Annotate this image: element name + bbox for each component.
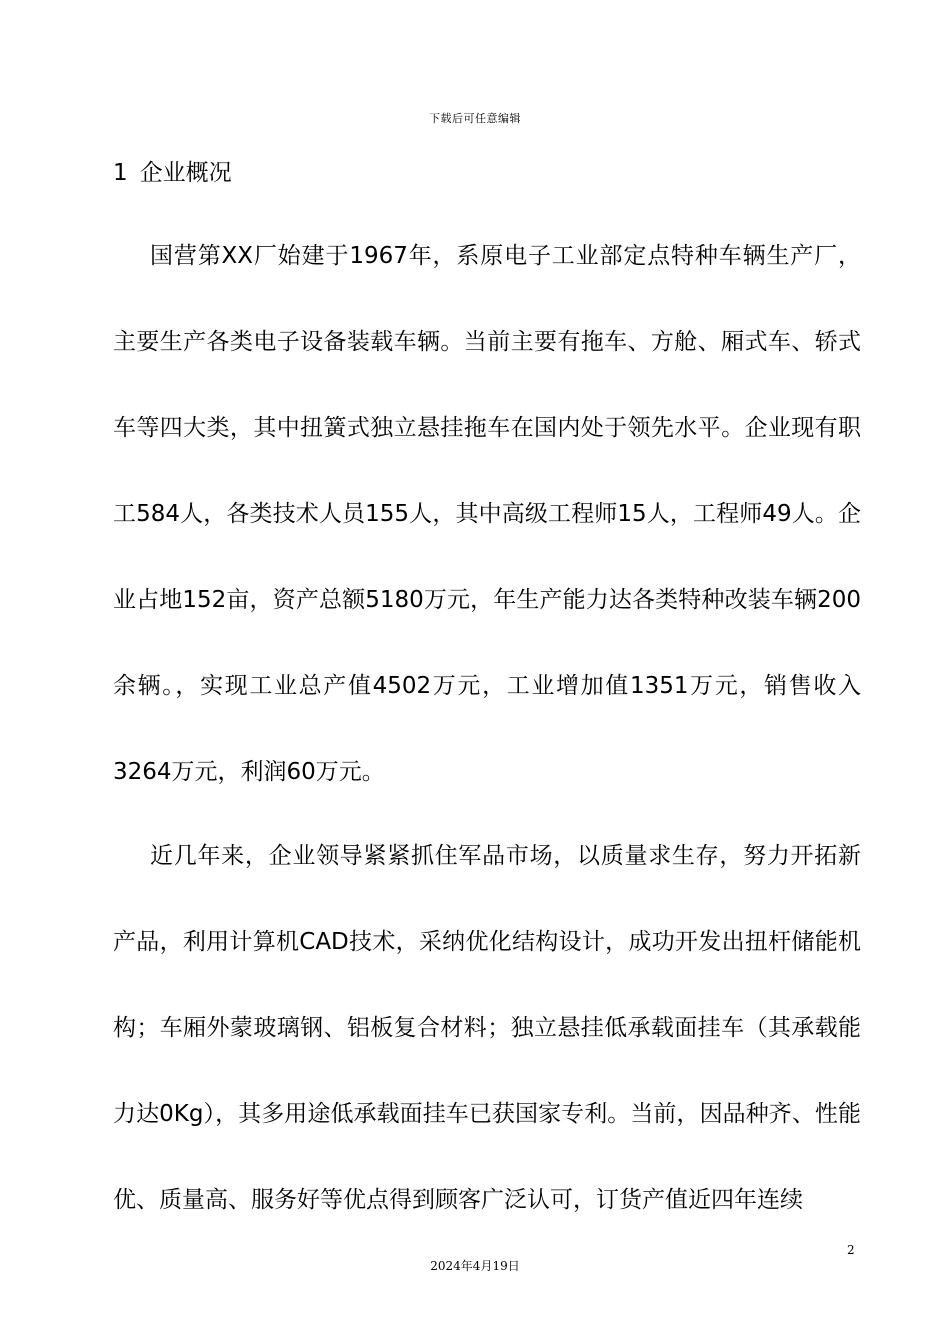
section-title: 企业概况	[139, 160, 232, 186]
footer-date: 2024年4月19日	[430, 1259, 520, 1273]
body-paragraph-recent-development: 近几年来，企业领导紧紧抓住军品市场，以质量求生存，努力开拓新产品，利用计算机CAD技术，采纳优化结构设计，成功开发出扭杆储能机构；车厢外蒙玻璃钢、铝板复合材料；独立悬挂低承载面挂车（其承载能力达0Kg），其多用途低承载面挂车已获国家专利。当前，因品种齐、性能优、质量高、服务好等优点得到顾客广泛认可，订货产值近四年连续	[113, 843, 861, 1213]
body-paragraph-company-overview: 国营第XX厂始建于1967年，系原电子工业部定点特种车辆生产厂，主要生产各类电子设备装载车辆。当前主要有拖车、方舱、厢式车、轿式车等四大类，其中扭簧式独立悬挂拖车在国内处于领先水平。企业现有职工584人，各类技术人员155人，其中高级工程师15人，工程师49人。企业占地152亩，资产总额5180万元，年生产能力达各类特种改装车辆200余辆。，实现工业总产值4502万元，工业增加值1351万元，销售收入3264万元，利润60万元。	[113, 243, 861, 785]
header-note: 下载后可任意编辑	[429, 112, 521, 125]
page-number: 2	[847, 1243, 855, 1257]
section-heading	[113, 157, 232, 189]
section-number: 1	[113, 160, 128, 186]
